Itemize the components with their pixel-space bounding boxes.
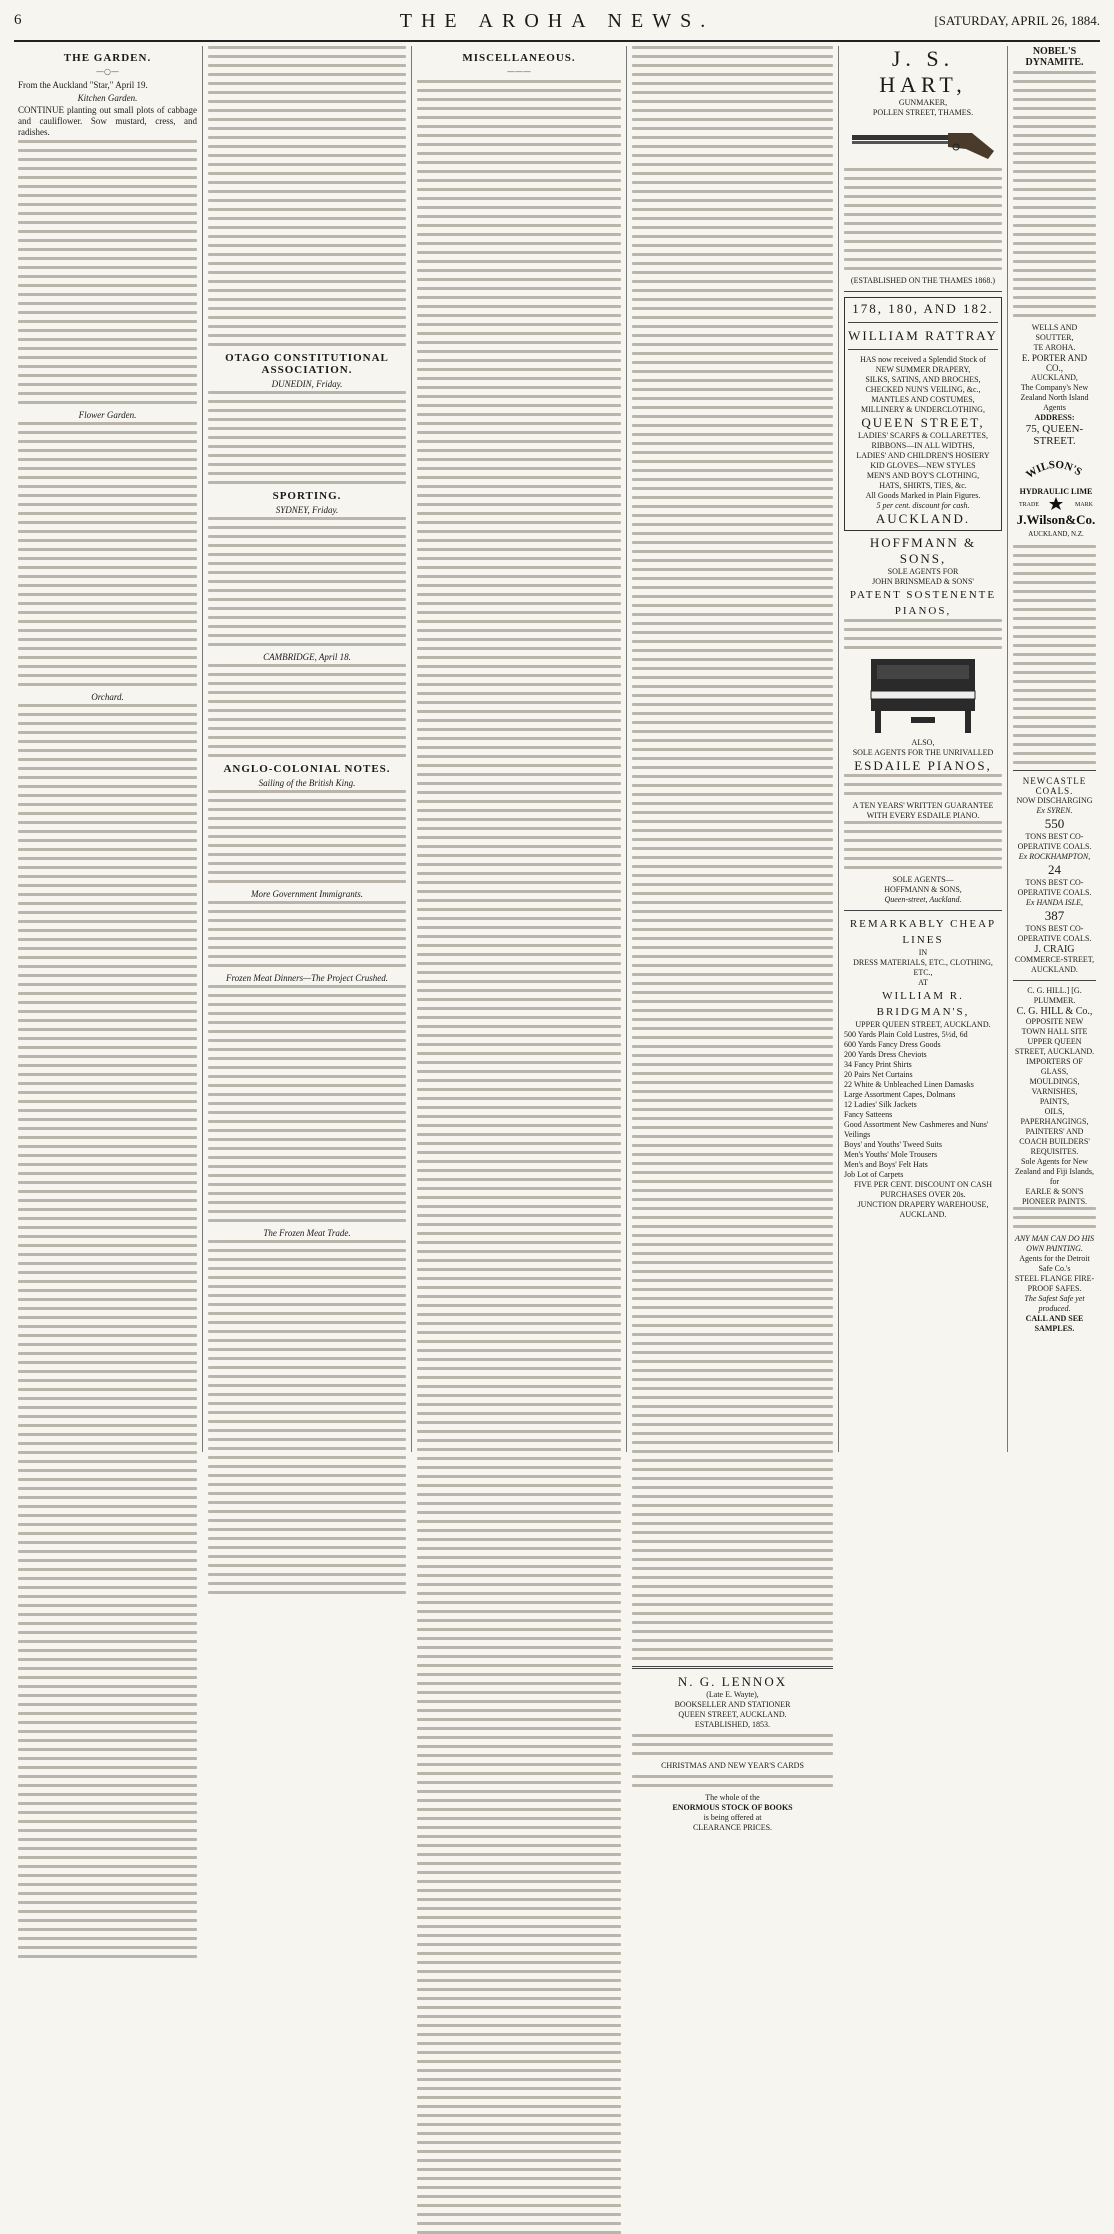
svg-text:J.Wilson&Co.: J.Wilson&Co.: [1016, 512, 1096, 527]
immigrants-text: [208, 901, 406, 967]
column-news-and-lennox: [628, 46, 837, 1832]
column-news: [204, 46, 410, 1452]
hill-opposite: OPPOSITE NEW TOWN HALL SITE: [1021, 1017, 1088, 1036]
hoffmann-agents: SOLE AGENTS FOR: [887, 567, 959, 576]
column-adverts-a: [840, 46, 1006, 1452]
wilson-lime-advert: [1013, 450, 1096, 764]
page-columns: [14, 46, 1100, 1832]
nobel-name: NOBEL'S DYNAMITE.: [1025, 46, 1084, 68]
bridgman-in: IN: [918, 948, 928, 957]
frozen-meat-dinners-text: [208, 985, 406, 1222]
coals-ship-1: Ex SYREN.: [1036, 806, 1073, 815]
newspaper-title: THE AROHA NEWS.: [399, 10, 715, 32]
issue-date: [SATURDAY, APRIL 26, 1884.: [934, 13, 1100, 28]
lennox-trade: BOOKSELLER AND STATIONER: [674, 1700, 791, 1709]
rattray-note-2: 5 per cent. discount for cash.: [876, 501, 970, 510]
masthead: [14, 0, 1100, 42]
miscellaneous-heading: MISCELLANEOUS.: [462, 52, 576, 64]
coals-street: COMMERCE-STREET, AUCKLAND.: [1014, 955, 1095, 974]
garden-source: From the Auckland "Star," April 19.: [18, 80, 148, 90]
lennox-whole: The whole of the: [705, 1793, 760, 1802]
lennox-established: ESTABLISHED, 1853.: [694, 1720, 771, 1729]
kitchen-garden-subheading: Kitchen Garden.: [77, 93, 138, 103]
bridgman-list-9: Fancy Satteens: [844, 1110, 893, 1119]
rattray-item-10: MEN'S AND BOY'S CLOTHING,: [866, 471, 980, 480]
porter-city: AUCKLAND,: [1031, 373, 1078, 382]
coals-qty-1: 550: [1044, 816, 1065, 831]
coals-heading: NEWCASTLE COALS.: [1022, 776, 1087, 796]
hill-left: C. G. HILL.]: [1027, 986, 1070, 995]
hill-sole: Sole Agents for New Zealand and Fiji Islands, for: [1014, 1157, 1095, 1186]
flower-garden-subheading: Flower Garden.: [78, 410, 137, 420]
coals-advert: [1013, 776, 1096, 975]
hoffmann-agents-2: SOLE AGENTS FOR THE UNRIVALLED: [852, 748, 994, 757]
hoffmann-advert: [844, 535, 1002, 905]
hoffmann-product: PATENT SOSTENENTE PIANOS,: [849, 589, 997, 617]
coals-now: NOW DISCHARGING: [1016, 796, 1093, 805]
bridgman-list-13: Men's and Boys' Felt Hats: [844, 1160, 928, 1169]
svg-text:TRADE: TRADE: [1019, 502, 1039, 508]
rattray-item-7: RIBBONS—IN ALL WIDTHS,: [871, 441, 975, 450]
hoffmann-guarantee: A TEN YEARS' WRITTEN GUARANTEE WITH EVERY ESDAILE PIANO.: [852, 801, 994, 820]
lennox-stock: ENORMOUS STOCK OF BOOKS: [672, 1803, 793, 1812]
svg-text:HYDRAULIC LIME: HYDRAULIC LIME: [1019, 487, 1093, 496]
british-king-text: [208, 790, 406, 883]
piano-icon: [863, 655, 983, 735]
svg-text:AUCKLAND, N.Z.: AUCKLAND, N.Z.: [1028, 530, 1084, 538]
bridgman-list-6: 22 White & Unbleached Linen Damasks: [844, 1080, 974, 1089]
bridgman-intro: REMARKABLY CHEAP LINES: [849, 918, 997, 946]
hill-goods-5: OILS,: [1044, 1107, 1065, 1116]
otago-heading: OTAGO CONSTITUTIONAL ASSOCIATION.: [225, 352, 389, 376]
cambridge-dateline: CAMBRIDGE, April 18.: [263, 652, 351, 662]
bridgman-list-12: Men's Youths' Mole Trousers: [844, 1150, 938, 1159]
svg-text:WILSON'S: WILSON'S: [1023, 458, 1084, 481]
coals-qty-3: 387: [1044, 908, 1065, 923]
lennox-xmas-cards: CHRISTMAS AND NEW YEAR'S CARDS: [661, 1761, 804, 1770]
coals-ship-2: Ex ROCKHAMPTON,: [1018, 852, 1091, 861]
hart-address: POLLEN STREET, THAMES.: [872, 108, 974, 117]
bridgman-list-14: Job Lot of Carpets: [844, 1170, 904, 1179]
nobel-advert: [1013, 46, 1096, 353]
garden-heading: THE GARDEN.: [63, 52, 152, 64]
rattray-street: QUEEN STREET,: [861, 415, 985, 430]
rattray-numbers: 178, 180, AND 182.: [852, 301, 994, 316]
porter-company: The Company's New Zealand North Island Agents: [1020, 383, 1089, 412]
coals-desc-3: TONS BEST CO-OPERATIVE COALS.: [1017, 924, 1092, 943]
immigrants-subheading: More Government Immigrants.: [251, 889, 363, 899]
rattray-item-9: KID GLOVES—NEW STYLES: [870, 461, 976, 470]
rattray-item-6: LADIES' SCARFS & COLLARETTES,: [858, 431, 988, 440]
frozen-meat-trade-text: [208, 1240, 406, 1594]
porter-address-label: ADDRESS:: [1034, 413, 1075, 422]
coals-desc-1: TONS BEST CO-OPERATIVE COALS.: [1017, 832, 1092, 851]
orchard-text: [18, 704, 197, 1958]
hoffmann-sole: SOLE AGENTS—: [892, 875, 954, 884]
column-adverts-b: [1009, 46, 1100, 1452]
rattray-item-1: NEW SUMMER DRAPERY,: [875, 365, 971, 374]
bridgman-footer-2: JUNCTION DRAPERY WAREHOUSE,: [857, 1200, 989, 1209]
bridgman-at: AT: [918, 978, 928, 987]
shotgun-icon: [848, 121, 998, 165]
hill-paper: PAPERHANGINGS,: [1020, 1117, 1089, 1126]
hill-goods-3: VARNISHES,: [1031, 1087, 1078, 1096]
hill-call: CALL AND SEE SAMPLES.: [1025, 1314, 1084, 1333]
bridgman-list-10: Good Assortment New Cashmeres and Nuns' Veilings: [844, 1120, 989, 1139]
hill-right: [G. PLUMMER.: [1033, 986, 1082, 1005]
rattray-advert: [844, 297, 1002, 531]
coals-ship-3: Ex HANDA ISLE,: [1026, 898, 1083, 907]
column-miscellaneous: MISCELLANEOUS. ———: [413, 46, 625, 1452]
frozen-meat-dinners-subheading: Frozen Meat Dinners—The Project Crushed.: [225, 973, 389, 983]
hill-earle: EARLE & SON'S PIONEER PAINTS.: [1021, 1187, 1088, 1206]
hoffmann-maker: JOHN BRINSMEAD & SONS': [872, 577, 974, 586]
porter-address: 75, QUEEN-STREET.: [1025, 423, 1084, 447]
bridgman-footer-1: FIVE PER CENT. DISCOUNT ON CASH PURCHASES OVER 20s.: [854, 1180, 992, 1199]
lennox-name: N. G. LENNOX: [677, 1674, 788, 1689]
hill-goods-4: PAINTS,: [1039, 1097, 1070, 1106]
rattray-item-2: SILKS, SATINS, AND BROCHES,: [865, 375, 981, 384]
porter-name: E. PORTER AND CO.,: [1021, 353, 1088, 373]
hart-established: (ESTABLISHED ON THE THAMES 1868.): [850, 276, 996, 285]
bridgman-list-3: 200 Yards Dress Cheviots: [844, 1050, 927, 1059]
rattray-item-5: MILLINERY & UNDERCLOTHING,: [861, 405, 985, 414]
rattray-note-1: All Goods Marked in Plain Figures.: [865, 491, 981, 500]
lennox-offered: is being offered at: [703, 1813, 762, 1822]
orchard-subheading: Orchard.: [91, 692, 124, 702]
sporting-dateline: SYDNEY, Friday.: [275, 505, 339, 515]
hill-goods-2: MOULDINGS,: [1029, 1077, 1080, 1086]
bridgman-items: DRESS MATERIALS, ETC., CLOTHING, ETC.,: [853, 958, 993, 977]
bridgman-name: WILLIAM R. BRIDGMAN'S,: [876, 990, 970, 1018]
rattray-item-3: CHECKED NUN'S VEILING, &c.,: [865, 385, 981, 394]
rattray-item-8: LADIES' AND CHILDREN'S HOSIERY: [856, 451, 990, 460]
hill-address: UPPER QUEEN STREET, AUCKLAND.: [1014, 1037, 1095, 1056]
otago-dateline: DUNEDIN, Friday.: [271, 379, 343, 389]
hart-trade: GUNMAKER,: [898, 98, 948, 107]
lennox-address: QUEEN STREET, AUCKLAND.: [678, 1710, 787, 1719]
bridgman-list-7: Large Assortment Capes, Dolmans: [844, 1090, 956, 1099]
hill-steel: STEEL FLANGE FIRE-PROOF SAFES.: [1014, 1274, 1095, 1293]
hart-gunmaker-advert: [844, 46, 1002, 286]
lennox-advert: [632, 1674, 833, 1833]
page-number: 6: [14, 12, 22, 28]
anglo-colonial-heading: ANGLO-COLONIAL NOTES.: [223, 763, 391, 775]
bridgman-list-8: 12 Ladies' Silk Jackets: [844, 1100, 917, 1109]
hoffmann-also: ALSO,: [911, 738, 935, 747]
rattray-item-4: MANTLES AND COSTUMES,: [871, 395, 975, 404]
hill-detroit: Agents for the Detroit Safe Co.'s: [1019, 1254, 1090, 1273]
porter-advert: [1013, 353, 1096, 447]
kitchen-garden-text: [18, 140, 197, 404]
hill-best: The Safest Safe yet produced.: [1024, 1294, 1085, 1313]
hill-advert: [1013, 986, 1096, 1334]
hoffmann-sign: HOFFMANN & SONS,: [884, 885, 962, 894]
bridgman-list-2: 600 Yards Fancy Dress Goods: [844, 1040, 941, 1049]
nobel-place: TE AROHA.: [1033, 343, 1076, 352]
hoffmann-address: Queen-street, Auckland.: [884, 895, 962, 904]
bridgman-list-4: 34 Fancy Print Shirts: [844, 1060, 912, 1069]
nobel-agents: WELLS AND SOUTTER,: [1031, 323, 1078, 342]
flower-garden-text: [18, 422, 197, 686]
hill-importers: IMPORTERS OF: [1026, 1057, 1083, 1066]
bridgman-list-11: Boys' and Youths' Tweed Suits: [844, 1140, 942, 1149]
sporting-heading: SPORTING.: [272, 490, 342, 502]
garden-intro: CONTINUE planting out small plots of cabbage and cauliflower. Sow mustard, cress, and radishes.: [18, 105, 197, 137]
hill-goods-1: GLASS,: [1040, 1067, 1069, 1076]
column-garden: THE GARDEN. —○— From the Auckland "Star," April 19. Kitchen Garden. CONTINUE planting out small plots of cabbage and cauliflower. Sow mustard, cress, and radishes. Flower Garden. Orchard.: [14, 46, 201, 1452]
wilson-trademark-logo: [1013, 450, 1099, 542]
hill-requisites: PAINTERS' AND COACH BUILDERS' REQUISITES.: [1019, 1127, 1090, 1156]
coals-dealer: J. CRAIG: [1034, 944, 1075, 955]
continued-garden-text: [208, 46, 406, 346]
cambridge-text: [208, 664, 406, 757]
coals-desc-2: TONS BEST CO-OPERATIVE COALS.: [1017, 878, 1092, 897]
miscellaneous-text: [417, 80, 621, 2234]
hill-any-man: ANY MAN CAN DO HIS OWN PAINTING.: [1014, 1234, 1095, 1253]
bridgman-list-5: 20 Pairs Net Curtains: [844, 1070, 913, 1079]
frozen-meat-trade-subheading: The Frozen Meat Trade.: [263, 1228, 351, 1238]
hart-name: J. S. HART,: [879, 46, 967, 97]
hoffmann-name: HOFFMANN & SONS,: [869, 535, 977, 566]
coals-qty-2: 24: [1048, 862, 1061, 877]
lennox-late: (Late E. Wayte),: [706, 1690, 759, 1699]
bridgman-address: UPPER QUEEN STREET, AUCKLAND.: [855, 1020, 991, 1029]
british-king-subheading: Sailing of the British King.: [258, 778, 356, 788]
column4-text: [632, 46, 833, 1660]
rattray-name: WILLIAM RATTRAY: [848, 328, 998, 343]
svg-text:MARK: MARK: [1074, 502, 1093, 508]
bridgman-footer-3: AUCKLAND.: [899, 1210, 947, 1219]
lennox-clearance: CLEARANCE PRICES.: [692, 1823, 773, 1832]
sporting-text: [208, 517, 406, 646]
rattray-city: AUCKLAND.: [875, 511, 971, 526]
rattray-item-11: HATS, SHIRTS, TIES, &c.: [879, 481, 967, 490]
bridgman-list-1: 500 Yards Plain Cold Lustres, 5½d, 6d: [844, 1030, 968, 1039]
rattray-intro: HAS now received a Splendid Stock of: [860, 355, 986, 364]
otago-text: [208, 391, 406, 484]
bridgman-advert: [844, 916, 1002, 1220]
hoffmann-product-2: ESDAILE PIANOS,: [854, 758, 992, 773]
hill-name: C. G. HILL & Co.,: [1016, 1006, 1093, 1017]
